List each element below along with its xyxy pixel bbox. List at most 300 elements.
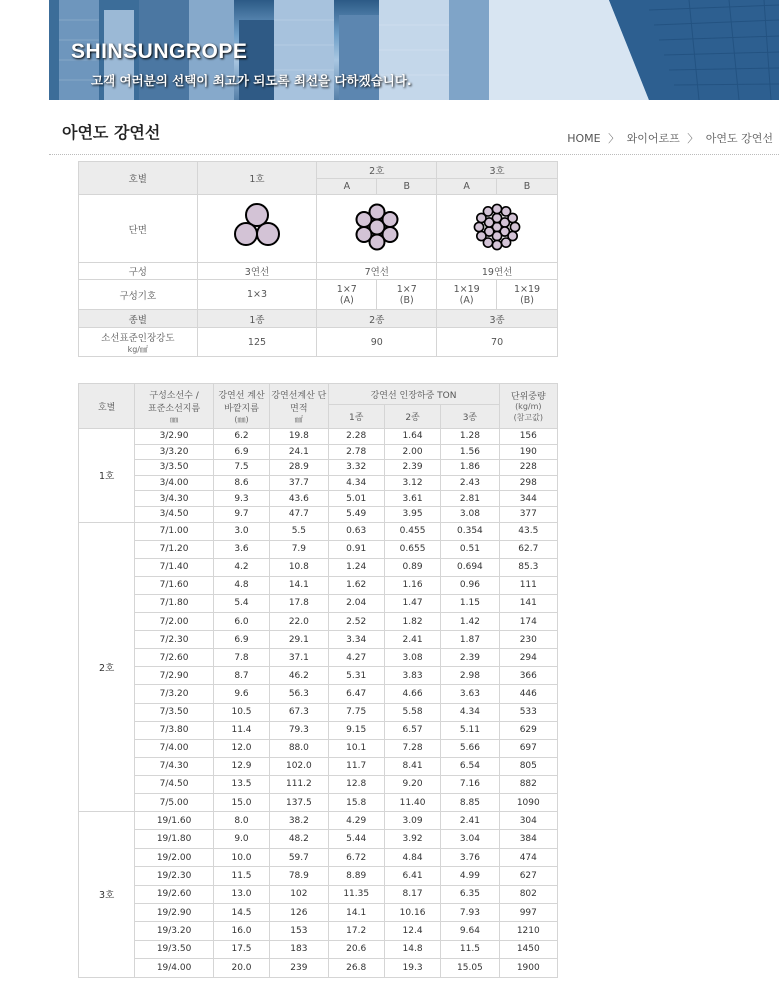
table-cell: 28.9 (270, 460, 328, 476)
table-cell: 137.5 (270, 793, 328, 811)
col-outer-header-line1: 강연선 계산 (218, 390, 265, 401)
table-cell: 9.6 (213, 685, 269, 703)
table-row (79, 812, 558, 830)
col-weight-header-line1: 단위중량 (510, 392, 546, 402)
table-row (79, 867, 558, 885)
table-cell: 3.6 (213, 540, 269, 558)
table-cell: 1.15 (441, 594, 499, 612)
table-cell: 48.2 (270, 830, 328, 848)
table-cell: 997 (499, 904, 557, 922)
composition-2: 7연선 (317, 263, 437, 280)
table-cell: 102 (270, 885, 328, 903)
section-3-cell (437, 195, 558, 263)
table-cell: 6.0 (213, 613, 269, 631)
table-cell: 3/3.20 (135, 444, 213, 460)
table-cell: 14.5 (213, 904, 269, 922)
grade-label: 종별 (79, 310, 198, 328)
table-row (79, 491, 558, 507)
table-cell: 7/4.30 (135, 757, 213, 775)
table-cell: 2.78 (328, 444, 384, 460)
symbol-2b-type: (B) (399, 294, 414, 306)
symbol-3b (497, 280, 558, 310)
table-cell: 12.8 (328, 775, 384, 793)
grade-3: 3종 (437, 310, 558, 328)
table-cell: 47.7 (270, 506, 328, 522)
table-cell: 12.0 (213, 739, 269, 757)
table-row (79, 522, 558, 540)
table-cell: 7.93 (441, 904, 499, 922)
table-cell: 7/3.50 (135, 703, 213, 721)
table-cell: 59.7 (270, 848, 328, 866)
table-cell: 7/2.90 (135, 667, 213, 685)
breadcrumb-separator: 〉 (687, 132, 699, 145)
table-cell: 5.49 (328, 506, 384, 522)
table-cell: 2.81 (441, 491, 499, 507)
col-weight-header (499, 384, 557, 429)
table-cell: 37.1 (270, 649, 328, 667)
col-weight-unit: (kg/m) (515, 402, 542, 411)
table-cell: 9.0 (213, 830, 269, 848)
table-cell: 9.20 (384, 775, 440, 793)
col-area-header-line1: 강연선계산 단 (271, 390, 327, 401)
table-cell: 1.16 (384, 576, 440, 594)
table-cell: 5.44 (328, 830, 384, 848)
col-weight-note: (참고값) (513, 413, 543, 422)
slogan: 고객 여러분의 선택이 최고가 되도록 최선을 다하겠습니다. (91, 73, 412, 88)
table-cell: 4.29 (328, 812, 384, 830)
table-cell: 3.32 (328, 460, 384, 476)
table-cell: 3.08 (441, 506, 499, 522)
table-cell: 183 (270, 940, 328, 958)
table-cell: 5.11 (441, 721, 499, 739)
table-cell: 1.62 (328, 576, 384, 594)
symbol-3b-value: 1×19 (513, 283, 541, 295)
header-banner (49, 0, 779, 100)
table-cell: 3.34 (328, 631, 384, 649)
table-cell: 4.8 (213, 576, 269, 594)
data-table-body (79, 429, 558, 978)
table-cell: 5.01 (328, 491, 384, 507)
table-cell: 5.4 (213, 594, 269, 612)
table-cell: 19/3.20 (135, 922, 213, 940)
table-cell: 2.00 (384, 444, 440, 460)
spec-header-3b: B (497, 179, 558, 195)
table-row (79, 558, 558, 576)
table-cell: 7/1.40 (135, 558, 213, 576)
table-cell: 239 (270, 959, 328, 977)
table-cell: 14.8 (384, 940, 440, 958)
table-cell: 8.89 (328, 867, 384, 885)
table-cell: 3.61 (384, 491, 440, 507)
table-cell: 13.0 (213, 885, 269, 903)
table-cell: 19/3.50 (135, 940, 213, 958)
table-cell: 15.8 (328, 793, 384, 811)
table-row (79, 757, 558, 775)
table-cell: 14.1 (270, 576, 328, 594)
table-cell: 17.5 (213, 940, 269, 958)
table-cell: 24.1 (270, 444, 328, 460)
table-cell: 10.1 (328, 739, 384, 757)
table-cell: 13.5 (213, 775, 269, 793)
symbol-2a-value: 1×7 (336, 283, 357, 295)
table-cell: 102.0 (270, 757, 328, 775)
table-cell: 1.42 (441, 613, 499, 631)
table-cell: 38.2 (270, 812, 328, 830)
table-cell: 6.35 (441, 885, 499, 903)
table-cell: 0.455 (384, 522, 440, 540)
table-cell: 6.41 (384, 867, 440, 885)
table-cell: 533 (499, 703, 557, 721)
table-cell: 0.96 (441, 576, 499, 594)
table-cell: 1.64 (384, 429, 440, 445)
breadcrumb-wire-rope-link[interactable]: 와이어로프 (626, 132, 680, 145)
table-cell: 7/1.60 (135, 576, 213, 594)
table-cell: 62.7 (499, 540, 557, 558)
table-cell: 3.83 (384, 667, 440, 685)
table-cell: 37.7 (270, 475, 328, 491)
table-cell: 3.0 (213, 522, 269, 540)
group-label: 3호 (79, 812, 135, 978)
table-cell: 11.7 (328, 757, 384, 775)
symbol-3a (437, 280, 497, 310)
table-row (79, 904, 558, 922)
col-wires-header-line2: 표준소선지름 (148, 403, 201, 414)
table-row (79, 922, 558, 940)
table-cell: 1.24 (328, 558, 384, 576)
table-cell: 111 (499, 576, 557, 594)
table-row (79, 649, 558, 667)
table-cell: 88.0 (270, 739, 328, 757)
table-cell: 377 (499, 506, 557, 522)
table-cell: 3/2.90 (135, 429, 213, 445)
spec-header-2a: A (317, 179, 377, 195)
table-cell: 344 (499, 491, 557, 507)
table-cell: 67.3 (270, 703, 328, 721)
table-row (79, 885, 558, 903)
table-cell: 6.9 (213, 631, 269, 649)
table-cell: 6.47 (328, 685, 384, 703)
col-area-header (270, 384, 328, 429)
table-row (79, 460, 558, 476)
table-cell: 7.28 (384, 739, 440, 757)
strand-7-cross-section-image (347, 199, 407, 255)
table-cell: 298 (499, 475, 557, 491)
table-cell: 230 (499, 631, 557, 649)
table-cell: 0.655 (384, 540, 440, 558)
table-cell: 2.04 (328, 594, 384, 612)
table-row (79, 830, 558, 848)
table-cell: 4.34 (441, 703, 499, 721)
table-cell: 1.87 (441, 631, 499, 649)
col-no-header: 호별 (79, 384, 135, 429)
table-row (79, 793, 558, 811)
table-cell: 0.694 (441, 558, 499, 576)
col-outer-header (213, 384, 269, 429)
table-cell: 2.98 (441, 667, 499, 685)
table-cell: 6.72 (328, 848, 384, 866)
table-row (79, 444, 558, 460)
strength-label-text: 소선표준인장강도 (101, 332, 175, 344)
table-cell: 10.8 (270, 558, 328, 576)
table-row (79, 475, 558, 491)
table-cell: 294 (499, 649, 557, 667)
table-cell: 629 (499, 721, 557, 739)
table-cell: 17.8 (270, 594, 328, 612)
table-cell: 805 (499, 757, 557, 775)
table-cell: 384 (499, 830, 557, 848)
table-cell: 5.5 (270, 522, 328, 540)
table-cell: 174 (499, 613, 557, 631)
table-cell: 1450 (499, 940, 557, 958)
table-cell: 19/2.60 (135, 885, 213, 903)
symbol-2b-value: 1×7 (396, 283, 417, 295)
table-cell: 19/2.90 (135, 904, 213, 922)
table-cell: 7/1.00 (135, 522, 213, 540)
table-cell: 8.17 (384, 885, 440, 903)
strength-1: 125 (197, 328, 317, 357)
group-label: 1호 (79, 429, 135, 523)
col-grade2-header: 2종 (384, 405, 440, 429)
breadcrumb-separator: 〉 (608, 132, 620, 145)
table-cell: 0.51 (441, 540, 499, 558)
table-cell: 0.91 (328, 540, 384, 558)
table-row (79, 703, 558, 721)
col-grade1-header: 1종 (328, 405, 384, 429)
table-cell: 26.8 (328, 959, 384, 977)
section-1-cell (197, 195, 317, 263)
table-row (79, 429, 558, 445)
table-cell: 0.63 (328, 522, 384, 540)
table-cell: 11.35 (328, 885, 384, 903)
table-cell: 7/2.00 (135, 613, 213, 631)
table-cell: 7.5 (213, 460, 269, 476)
grade-1: 1종 (197, 310, 317, 328)
table-cell: 4.34 (328, 475, 384, 491)
table-row (79, 613, 558, 631)
table-cell: 111.2 (270, 775, 328, 793)
col-area-unit: ㎟ (294, 414, 303, 424)
table-cell: 5.58 (384, 703, 440, 721)
spec-header-3: 3호 (437, 162, 558, 179)
col-outer-header-line2: 바깥지름 (224, 403, 259, 414)
table-row (79, 959, 558, 977)
table-cell: 1.28 (441, 429, 499, 445)
table-cell: 0.89 (384, 558, 440, 576)
table-cell: 7.8 (213, 649, 269, 667)
section-label: 단면 (79, 195, 198, 263)
strength-3: 70 (437, 328, 558, 357)
table-cell: 4.84 (384, 848, 440, 866)
symbol-3b-type: (B) (520, 294, 534, 306)
table-row (79, 940, 558, 958)
table-cell: 446 (499, 685, 557, 703)
table-cell: 11.5 (213, 867, 269, 885)
table-cell: 22.0 (270, 613, 328, 631)
table-row (79, 775, 558, 793)
table-cell: 8.0 (213, 812, 269, 830)
table-cell: 9.3 (213, 491, 269, 507)
symbol-1: 1×3 (197, 280, 317, 310)
table-cell: 2.39 (441, 649, 499, 667)
spec-header-no: 호별 (79, 162, 198, 195)
table-cell: 78.9 (270, 867, 328, 885)
page-title: 아연도 강연선 (62, 123, 161, 142)
spec-table (78, 161, 558, 357)
table-cell: 85.3 (499, 558, 557, 576)
table-row (79, 506, 558, 522)
table-cell: 3/3.50 (135, 460, 213, 476)
table-cell: 4.2 (213, 558, 269, 576)
spec-header-3a: A (437, 179, 497, 195)
table-cell: 697 (499, 739, 557, 757)
symbol-3a-type: (A) (459, 294, 474, 306)
table-row (79, 594, 558, 612)
spec-header-2b: B (377, 179, 437, 195)
table-cell: 366 (499, 667, 557, 685)
table-cell: 3.09 (384, 812, 440, 830)
table-cell: 7/1.20 (135, 540, 213, 558)
table-cell: 9.7 (213, 506, 269, 522)
table-cell: 11.5 (441, 940, 499, 958)
spec-header-2: 2호 (317, 162, 437, 179)
table-cell: 1.82 (384, 613, 440, 631)
table-cell: 6.2 (213, 429, 269, 445)
table-cell: 5.66 (441, 739, 499, 757)
table-cell: 8.41 (384, 757, 440, 775)
table-cell: 304 (499, 812, 557, 830)
table-cell: 7/5.00 (135, 793, 213, 811)
table-row (79, 576, 558, 594)
strand-3-cross-section-image (227, 199, 287, 255)
table-cell: 2.28 (328, 429, 384, 445)
table-cell: 15.05 (441, 959, 499, 977)
table-cell: 7/4.00 (135, 739, 213, 757)
table-cell: 10.0 (213, 848, 269, 866)
table-cell: 8.7 (213, 667, 269, 685)
table-cell: 7/3.80 (135, 721, 213, 739)
table-cell: 7/3.20 (135, 685, 213, 703)
table-cell: 3.92 (384, 830, 440, 848)
table-cell: 2.41 (441, 812, 499, 830)
symbol-3a-value: 1×19 (453, 283, 480, 295)
table-cell: 16.0 (213, 922, 269, 940)
composition-3: 19연선 (437, 263, 558, 280)
group-label: 2호 (79, 522, 135, 812)
brand-logo-text: SHINSUNGROPE (71, 40, 248, 63)
table-cell: 882 (499, 775, 557, 793)
col-wires-header (135, 384, 213, 429)
table-cell: 190 (499, 444, 557, 460)
table-cell: 6.54 (441, 757, 499, 775)
table-cell: 7/1.80 (135, 594, 213, 612)
composition-label: 구성 (79, 263, 198, 280)
table-cell: 43.5 (499, 522, 557, 540)
table-cell: 9.64 (441, 922, 499, 940)
table-cell: 79.3 (270, 721, 328, 739)
table-cell: 4.27 (328, 649, 384, 667)
grade-2: 2종 (317, 310, 437, 328)
table-row (79, 739, 558, 757)
table-cell: 19/1.80 (135, 830, 213, 848)
table-cell: 1.86 (441, 460, 499, 476)
table-cell: 3/4.30 (135, 491, 213, 507)
table-cell: 1900 (499, 959, 557, 977)
table-cell: 7.75 (328, 703, 384, 721)
col-load-header: 강연선 인장하중 TON (328, 384, 499, 405)
symbol-label: 구성기호 (79, 280, 198, 310)
table-cell: 474 (499, 848, 557, 866)
strength-label (79, 328, 198, 357)
table-cell: 3/4.50 (135, 506, 213, 522)
table-cell: 3/4.00 (135, 475, 213, 491)
table-cell: 2.39 (384, 460, 440, 476)
table-cell: 17.2 (328, 922, 384, 940)
table-cell: 1.56 (441, 444, 499, 460)
col-wires-header-line1: 구성소선수 / (149, 390, 199, 401)
col-wires-unit: ㎜ (170, 414, 179, 424)
table-row (79, 848, 558, 866)
table-row (79, 631, 558, 649)
table-cell: 19/1.60 (135, 812, 213, 830)
symbol-2a-type: (A) (339, 294, 354, 306)
table-cell: 14.1 (328, 904, 384, 922)
table-cell: 0.354 (441, 522, 499, 540)
table-cell: 3.12 (384, 475, 440, 491)
table-cell: 6.57 (384, 721, 440, 739)
table-cell: 3.63 (441, 685, 499, 703)
breadcrumb-home-link[interactable]: HOME (567, 132, 601, 145)
table-cell: 3.76 (441, 848, 499, 866)
table-row (79, 685, 558, 703)
table-cell: 29.1 (270, 631, 328, 649)
table-cell: 19.3 (384, 959, 440, 977)
table-cell: 4.66 (384, 685, 440, 703)
table-cell: 7/4.50 (135, 775, 213, 793)
col-area-header-line2: 면적 (290, 403, 308, 414)
table-cell: 20.0 (213, 959, 269, 977)
table-cell: 10.16 (384, 904, 440, 922)
table-cell: 141 (499, 594, 557, 612)
table-cell: 1090 (499, 793, 557, 811)
symbol-2a (317, 280, 377, 310)
breadcrumb-current: 아연도 강연선 (705, 132, 773, 145)
table-row (79, 667, 558, 685)
table-cell: 6.9 (213, 444, 269, 460)
table-cell: 627 (499, 867, 557, 885)
table-cell: 11.4 (213, 721, 269, 739)
strength-unit: kg/㎟ (127, 344, 148, 354)
table-cell: 3.08 (384, 649, 440, 667)
table-row (79, 540, 558, 558)
section-2-cell (317, 195, 437, 263)
strength-2: 90 (317, 328, 437, 357)
table-cell: 126 (270, 904, 328, 922)
table-cell: 12.4 (384, 922, 440, 940)
table-cell: 3.04 (441, 830, 499, 848)
table-cell: 2.52 (328, 613, 384, 631)
table-cell: 1.47 (384, 594, 440, 612)
table-cell: 10.5 (213, 703, 269, 721)
table-cell: 46.2 (270, 667, 328, 685)
strand-19-cross-section-image (465, 197, 529, 257)
table-cell: 2.41 (384, 631, 440, 649)
col-outer-unit: (㎜) (234, 414, 249, 424)
spec-header-1: 1호 (197, 162, 317, 195)
data-table (78, 383, 558, 978)
table-cell: 7/2.60 (135, 649, 213, 667)
table-cell: 19/2.30 (135, 867, 213, 885)
table-cell: 4.99 (441, 867, 499, 885)
